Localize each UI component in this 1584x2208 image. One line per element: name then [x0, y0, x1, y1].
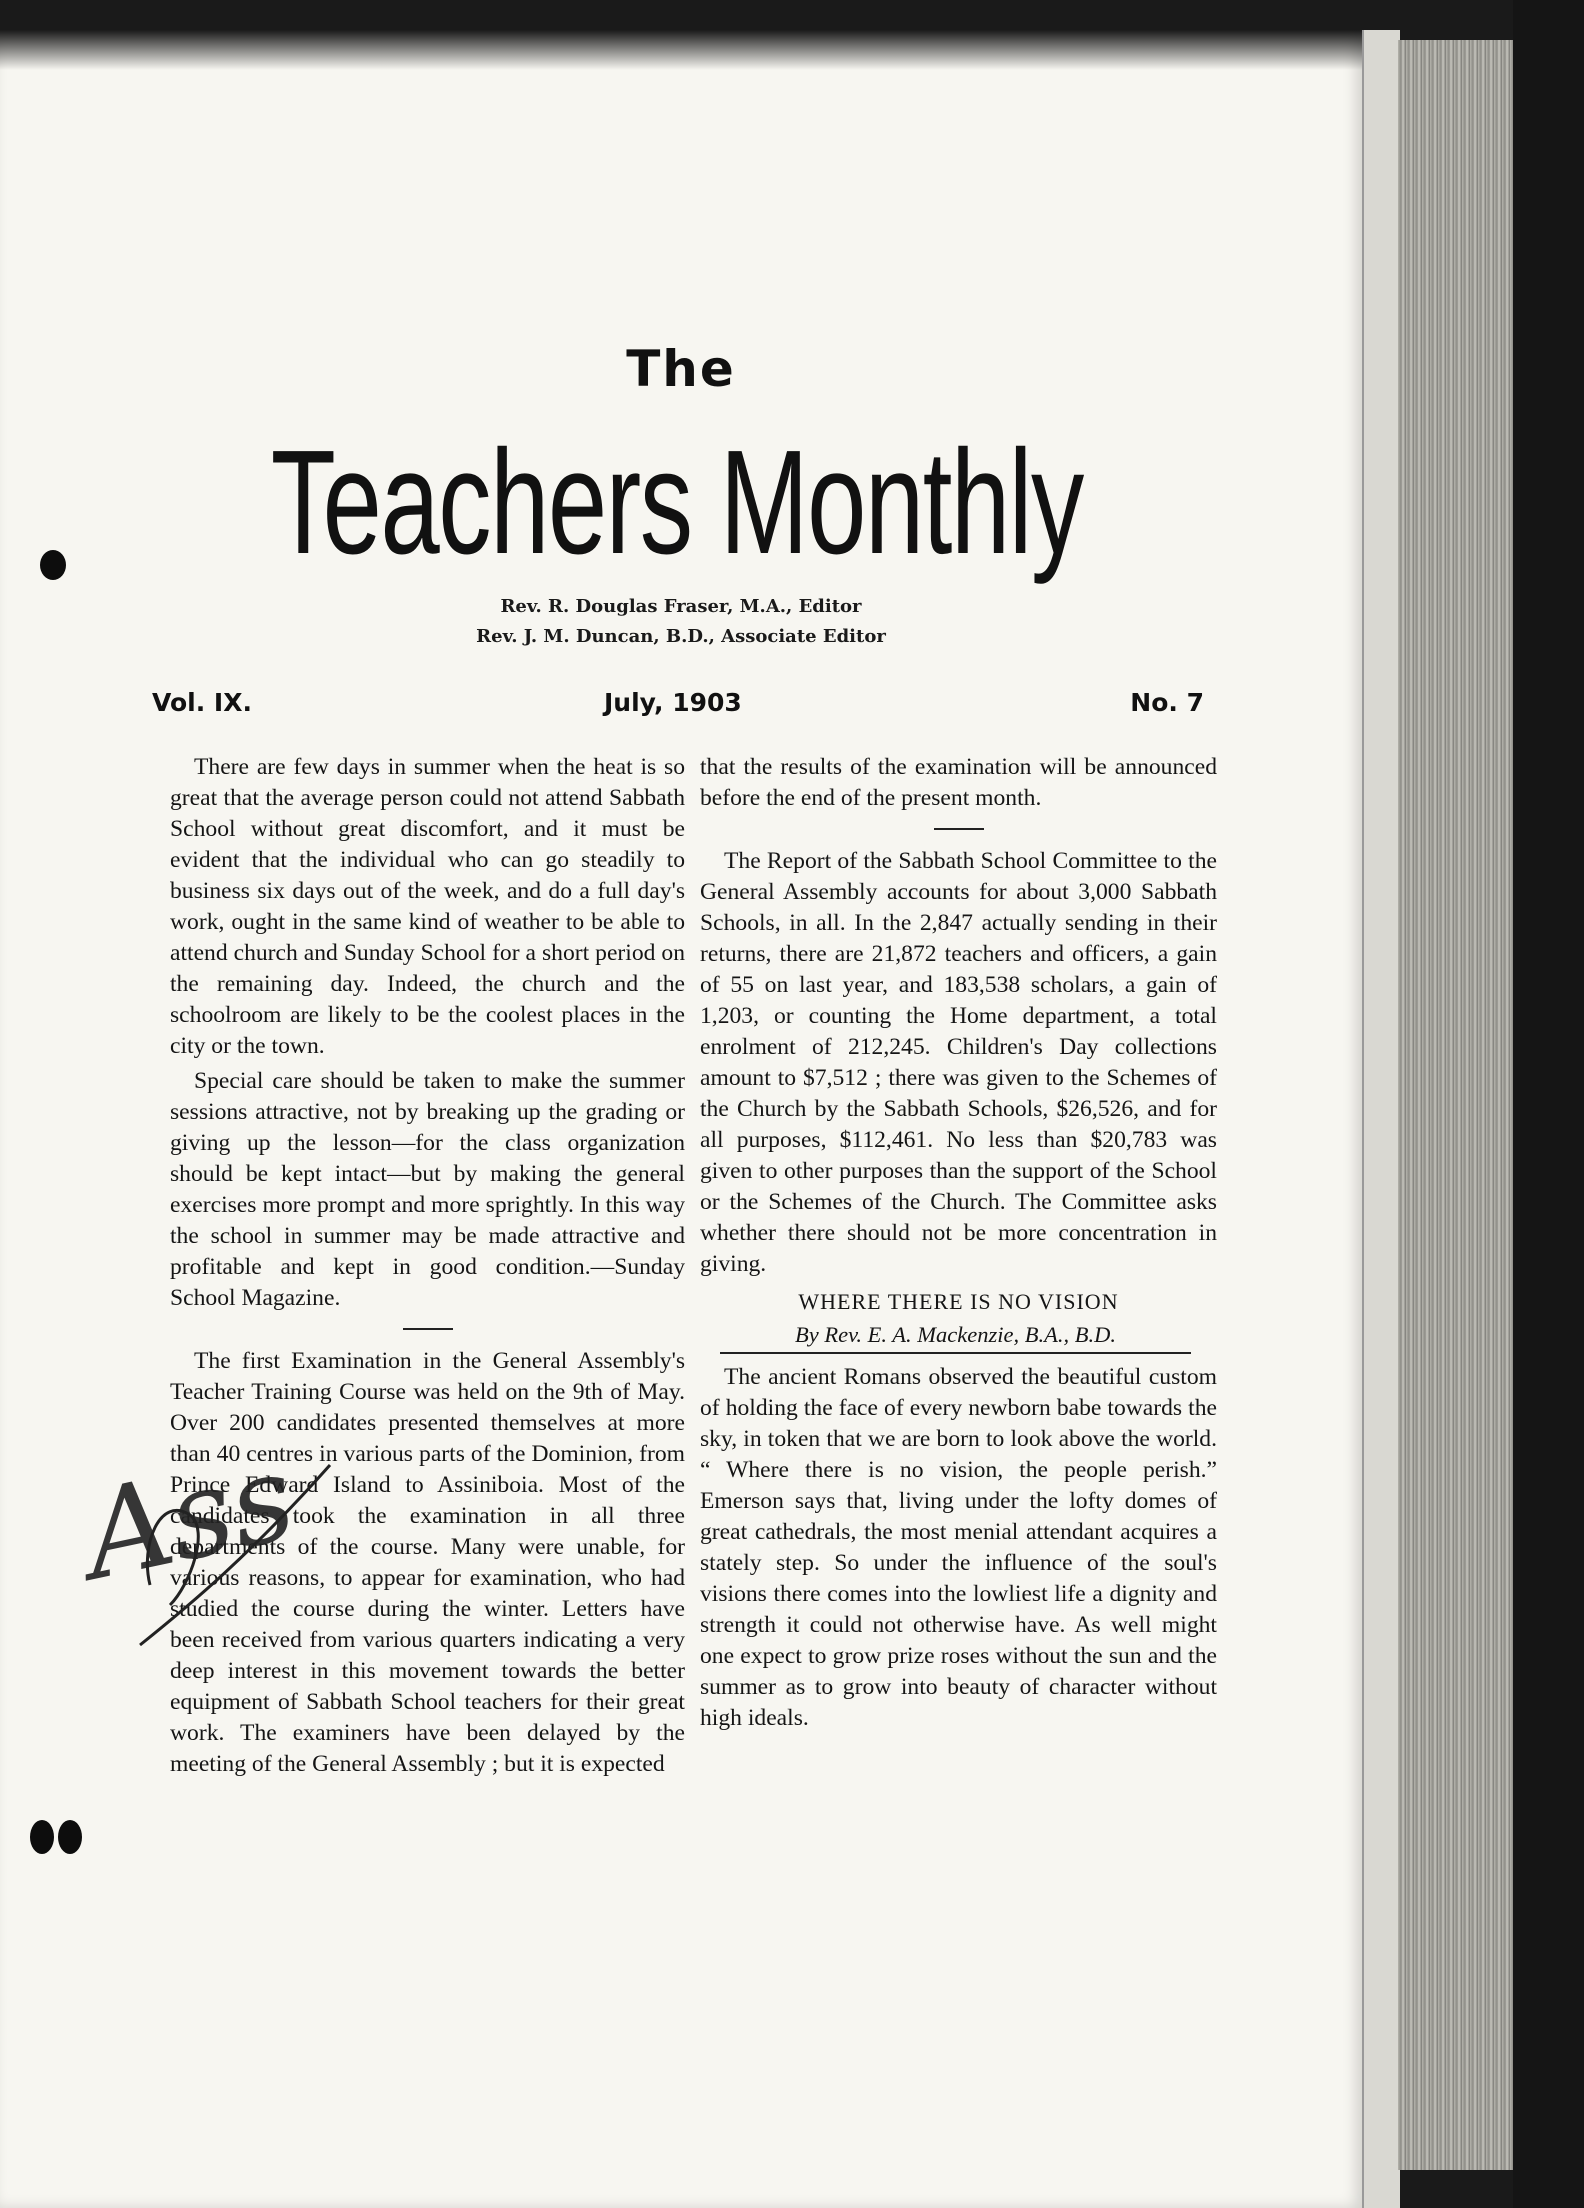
associate-editor-line: Rev. J. M. Duncan, B.D., Associate Editor [476, 626, 886, 647]
issue-number: No. 7 [1130, 688, 1204, 717]
background [1513, 0, 1584, 2208]
paragraph-vision: The ancient Romans observed the beautiful custom of holding the face of every newborn babe towards the sky, in token that we are born to look above the world. “ Where there is no vision, the people perish.” Emerson says that, living under the lofty domes of great cathedrals, the most menial attendant acquires a stately step. So under the influence of the soul's visions there comes into the lowliest life a dignity and strength it could not otherwise have. As well might one expect to grow prize roses without the sun and the summer as to grow into beauty of character without high ideals. [700, 1364, 1217, 1731]
editor-line: Rev. R. Douglas Fraser, M.A., Editor [500, 596, 862, 617]
issue-date: July, 1903 [604, 688, 742, 717]
paragraph-examination: The first Examination in the General Assembly's Teacher Training Course was held on the 9th of May. Over 200 candidates presented themselves at more than 40 centres in various parts of the Dominion, from Prince Edward Island to Assiniboia. Most of the candidates took the examination in all three departments of the course. Many were unable, for various reasons, to appear for examination, who had studied the course during the winter. Letters have been received from various quarters indicating a very deep interest in this movement towards the better equipment of Sabbath School teachers for their great work. The examiners have been delayed by the meeting of the General Assembly ; but it is expected [170, 1348, 685, 1777]
issue-info [152, 688, 1204, 722]
divider [934, 828, 984, 830]
paragraph-results-continued: that the results of the examination will be announced before the end of the present month. [700, 754, 1217, 811]
page [0, 30, 1362, 2208]
paragraph-summer-heat: There are few days in summer when the heat is so great that the average person could not attend Sabbath School without great discomfort, and it must be evident that the individual who can go steadily to business six days out of the week, and do a full day's work, ought in the same kind of weather to be able to attend church and Sunday School for a short period on the remaining day. Indeed, the church and the schoolroom are likely to be the coolest places in the city or the town. [170, 754, 685, 1059]
masthead-title: Teachers Monthly [270, 420, 1083, 585]
punch-hole [30, 1820, 54, 1854]
section-title: WHERE THERE IS NO VISION [798, 1289, 1119, 1314]
page-shadow [0, 30, 1362, 70]
masthead-the: The [626, 340, 736, 398]
book-page-edge [1362, 30, 1400, 2208]
right-column [700, 752, 1217, 1734]
volume-label: Vol. IX. [152, 688, 252, 717]
punch-hole [58, 1820, 82, 1854]
book-fore-edge [1398, 40, 1516, 2170]
paragraph-summer-sessions: Special care should be taken to make the summer sessions attractive, not by breaking up the grading or giving up the lesson—for the class organization should be kept intact—but by making the general exercises more prompt and more sprightly. In this way the school in summer may be made attractive and profitable and kept in good condition.—Sunday School Magazine. [170, 1068, 685, 1311]
byline: By Rev. E. A. Mackenzie, B.A., B.D. [720, 1319, 1191, 1354]
divider [403, 1328, 453, 1330]
paragraph-committee-report: The Report of the Sabbath School Committee to the General Assembly accounts for about 3,000 Sabbath Schools, in all. In the 2,847 actually sending in their returns, there are 21,872 teachers and officers, a gain of 55 on last year, and 183,538 scholars, a gain of 1,203, or counting the Home department, a total enrolment of 212,245. Children's Day collections amount to $7,512 ; there was given to the Schemes of the Church by the Sabbath Schools, $26,526, and for all purposes, $112,461. No less than $20,783 was given to other purposes than the support of the School or the Schemes of the Church. The Committee asks whether there should not be more concentration in giving. [700, 848, 1217, 1277]
handwritten-annotation: Ass [71, 1427, 306, 1608]
punch-hole [40, 550, 66, 580]
